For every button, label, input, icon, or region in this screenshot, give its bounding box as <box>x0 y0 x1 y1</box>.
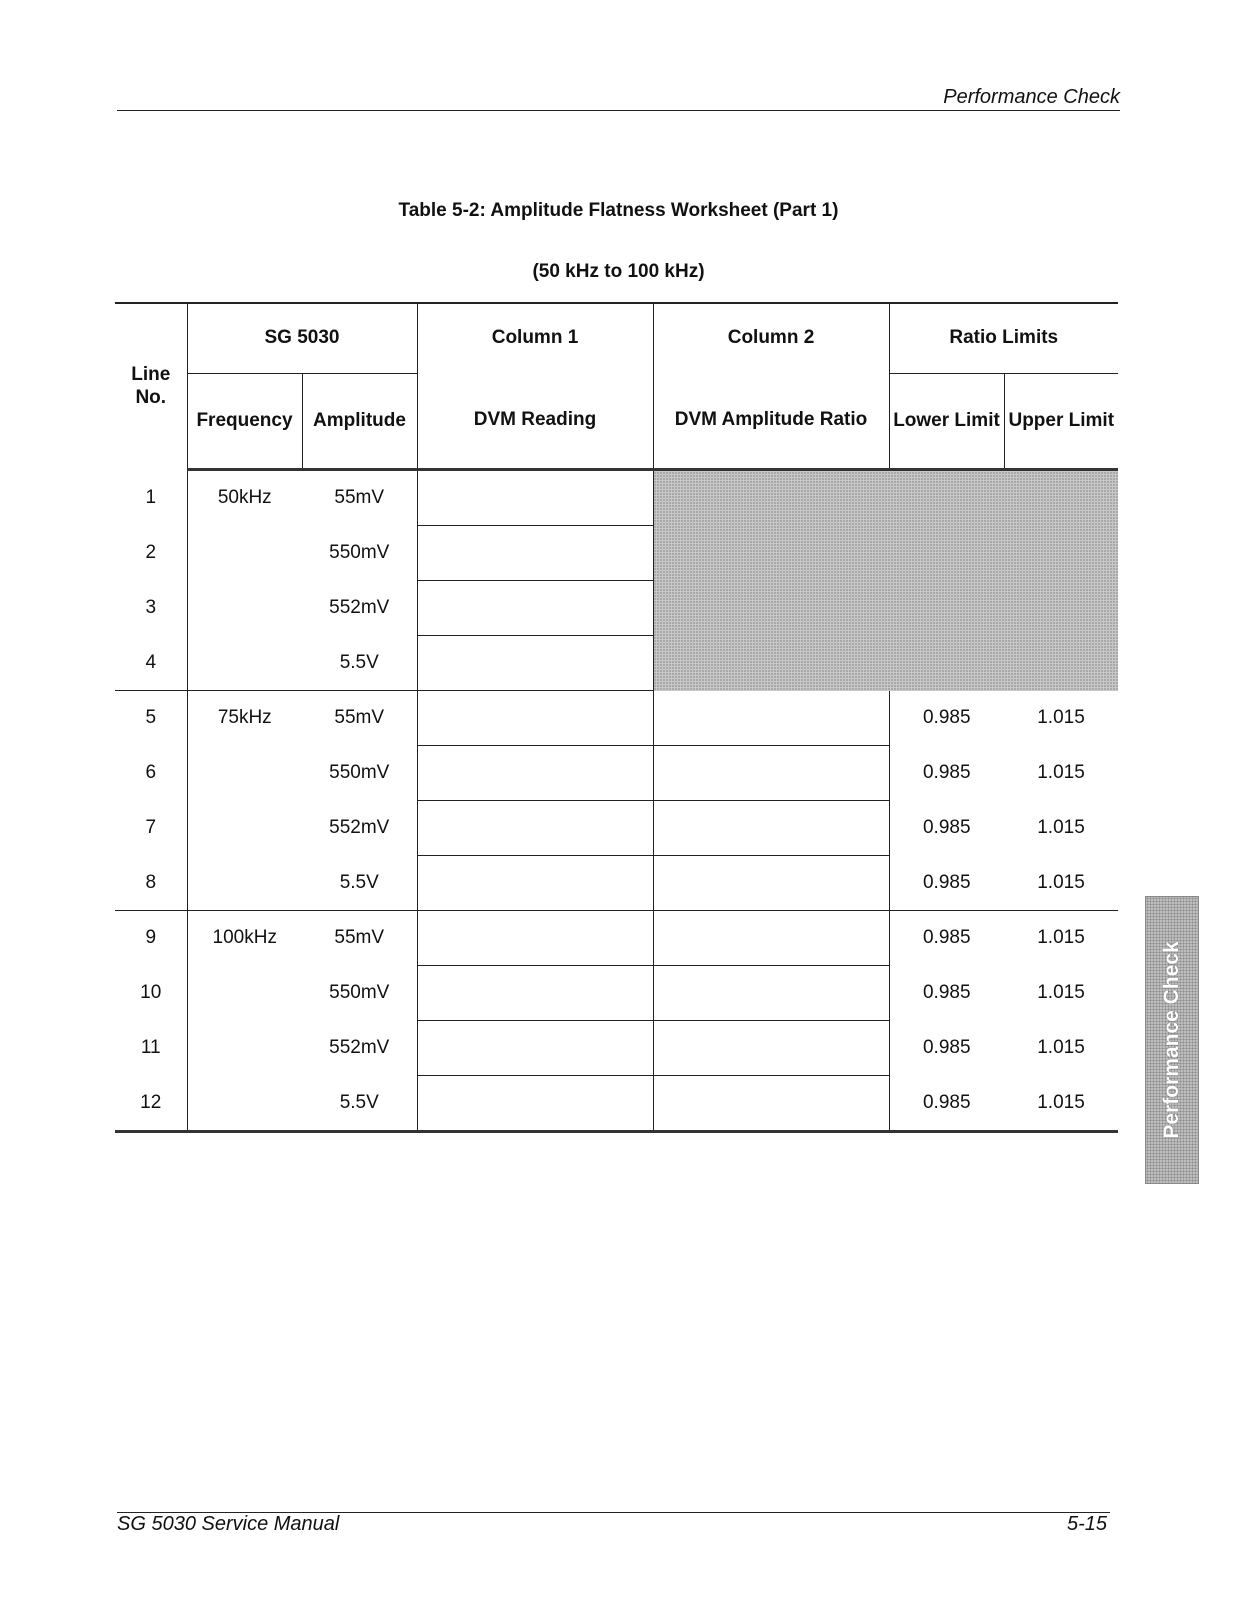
header-line-no: Line No. <box>115 303 187 470</box>
line-number: 5 <box>115 691 187 746</box>
table-row <box>115 966 1118 1021</box>
line-number: 12 <box>115 1076 187 1132</box>
table-row <box>115 746 1118 801</box>
dvm-ratio-entry[interactable] <box>653 911 889 966</box>
header-rule <box>117 110 1120 111</box>
header-column-1: Column 1 <box>417 303 653 374</box>
line-number: 7 <box>115 801 187 856</box>
line-number: 9 <box>115 911 187 966</box>
amplitude-flatness-worksheet <box>115 302 1118 1133</box>
amplitude-cell: 55mV <box>302 911 417 966</box>
upper-limit-cell: 1.015 <box>1037 762 1085 783</box>
amplitude-cell: 552mV <box>302 581 417 636</box>
table-row <box>115 1076 1118 1132</box>
lower-limit-cell: 0.985 <box>922 817 971 838</box>
frequency-cell: 50kHz <box>217 487 272 509</box>
frequency-cell <box>187 1021 302 1076</box>
upper-limit-cell: 1.015 <box>1037 707 1085 728</box>
frequency-cell <box>187 856 302 911</box>
line-number: 11 <box>115 1021 187 1076</box>
dvm-reading-entry[interactable] <box>417 1076 653 1132</box>
header-sg-5030: SG 5030 <box>187 303 417 374</box>
dvm-reading-entry[interactable] <box>417 911 653 966</box>
dvm-reading-entry[interactable] <box>417 801 653 856</box>
running-head-title: Performance Check <box>943 86 1120 108</box>
upper-limit-cell: 1.015 <box>1037 927 1085 949</box>
upper-limit-cell: 1.015 <box>1037 982 1085 1003</box>
upper-limit-cell: 1.015 <box>1037 1037 1085 1058</box>
table-subtitle: (50 kHz to 100 kHz) <box>532 261 705 282</box>
table-row <box>115 470 1118 526</box>
footer-page-number: 5-15 <box>1066 1513 1107 1535</box>
amplitude-cell: 550mV <box>302 746 417 801</box>
dvm-ratio-entry[interactable] <box>653 801 889 856</box>
lower-limit-cell: 0.985 <box>922 927 971 949</box>
amplitude-cell: 5.5V <box>302 1076 417 1132</box>
dvm-ratio-entry[interactable] <box>653 1076 889 1132</box>
frequency-cell <box>187 801 302 856</box>
header-dvm-amplitude-ratio: DVM Amplitude Ratio <box>653 374 889 470</box>
dvm-reading-entry[interactable] <box>417 856 653 911</box>
line-number: 3 <box>115 581 187 636</box>
amplitude-cell: 5.5V <box>302 636 417 691</box>
header-frequency: Frequency <box>187 374 302 470</box>
header-lower-limit: Lower Limit <box>889 374 1004 470</box>
frequency-cell <box>187 1076 302 1132</box>
table-row <box>115 691 1118 746</box>
line-number: 1 <box>115 470 187 526</box>
table-row <box>115 1021 1118 1076</box>
line-number: 2 <box>115 526 187 581</box>
dvm-ratio-entry[interactable] <box>653 691 889 746</box>
frequency-cell <box>187 526 302 581</box>
amplitude-cell: 552mV <box>302 1021 417 1076</box>
amplitude-cell: 55mV <box>302 691 417 746</box>
amplitude-cell: 550mV <box>302 526 417 581</box>
line-number: 4 <box>115 636 187 691</box>
upper-limit-cell: 1.015 <box>1004 1076 1118 1132</box>
frequency-cell <box>187 581 302 636</box>
dvm-reading-entry[interactable] <box>417 1021 653 1076</box>
header-amplitude: Amplitude <box>302 374 417 470</box>
dvm-reading-entry[interactable] <box>417 636 653 691</box>
upper-limit-cell: 1.015 <box>1004 856 1118 911</box>
table-row <box>115 801 1118 856</box>
dvm-reading-entry[interactable] <box>417 966 653 1021</box>
line-number: 6 <box>115 746 187 801</box>
dvm-reading-entry[interactable] <box>417 581 653 636</box>
header-ratio-limits: Ratio Limits <box>889 303 1118 374</box>
amplitude-cell: 550mV <box>302 966 417 1021</box>
dvm-reading-entry[interactable] <box>417 470 653 526</box>
header-dvm-reading: DVM Reading <box>417 374 653 470</box>
dvm-ratio-entry[interactable] <box>653 856 889 911</box>
shaded-not-applicable-area <box>653 470 1118 691</box>
amplitude-cell: 55mV <box>302 470 417 526</box>
frequency-cell <box>187 636 302 691</box>
lower-limit-cell: 0.985 <box>922 982 971 1003</box>
dvm-ratio-entry[interactable] <box>653 966 889 1021</box>
section-side-tab <box>1145 896 1199 1184</box>
upper-limit-cell: 1.015 <box>1037 817 1085 838</box>
amplitude-cell: 552mV <box>302 801 417 856</box>
header-upper-limit: Upper Limit <box>1004 374 1118 470</box>
lower-limit-cell: 0.985 <box>922 707 971 728</box>
frequency-cell <box>187 966 302 1021</box>
dvm-reading-entry[interactable] <box>417 526 653 581</box>
dvm-reading-entry[interactable] <box>417 691 653 746</box>
side-tab-label: Performance Check <box>1160 941 1183 1139</box>
lower-limit-cell: 0.985 <box>889 1076 1004 1132</box>
dvm-ratio-entry[interactable] <box>653 1021 889 1076</box>
lower-limit-cell: 0.985 <box>889 856 1004 911</box>
header-column-2: Column 2 <box>653 303 889 374</box>
dvm-reading-entry[interactable] <box>417 746 653 801</box>
table-row <box>115 856 1118 911</box>
lower-limit-cell: 0.985 <box>922 762 971 783</box>
table-row <box>115 911 1118 966</box>
lower-limit-cell: 0.985 <box>922 1037 971 1058</box>
dvm-ratio-entry[interactable] <box>653 746 889 801</box>
amplitude-cell: 5.5V <box>302 856 417 911</box>
table-title: Table 5-2: Amplitude Flatness Worksheet (Part 1) <box>398 200 839 221</box>
frequency-cell <box>187 746 302 801</box>
line-number: 10 <box>115 966 187 1021</box>
line-number: 8 <box>115 856 187 911</box>
frequency-cell: 100kHz <box>212 927 277 949</box>
footer-manual-title: SG 5030 Service Manual <box>117 1513 340 1535</box>
frequency-cell: 75kHz <box>217 707 272 729</box>
